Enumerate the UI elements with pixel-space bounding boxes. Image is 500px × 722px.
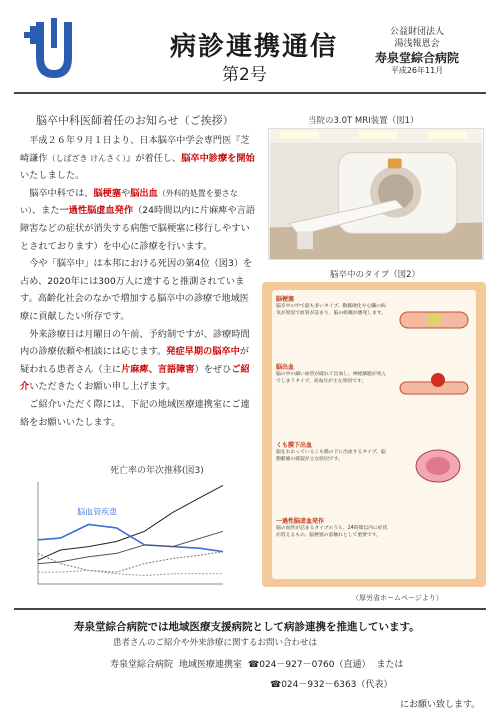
mri-scanner-photo	[268, 128, 484, 260]
paragraph-4: 外来診療日は月曜日の午前、予約制ですが、診療時間内の診療依頼や相談には応じます。発症早期の脳卒中が疑われる患者さん（主に片麻痺、言語障害）をぜひご紹介いただきたくお願い申し上げます。	[20, 328, 250, 393]
type-text: 脳の血管が詰まるタイプのうち、24時間以内に症状が消えるもの。脳梗塞の前触れとして重要です。	[276, 526, 388, 539]
hospital-logo	[22, 14, 78, 84]
footer-inquiry: 患者さんのご紹介や外来診療に関するお問い合わせは	[113, 638, 318, 648]
paragraph-5: ご紹介いただく際には、下記の地域医療連携室にご連絡をお願いいたします。	[20, 398, 250, 428]
type-head: くも膜下出血	[276, 442, 313, 449]
paragraph-2: 脳卒中科では、脳梗塞や脳出血（外科的処置を要さない）、また一過性脳虚血発作（24時間以内に片麻痺や言語障害などの症状が消失する病態で脳梗塞に移行しやすいとされております）を中心に診療を行います。	[20, 187, 256, 252]
brain-icon	[398, 448, 470, 484]
footer-divider	[14, 608, 486, 610]
type-head: 脳梗塞	[276, 296, 295, 303]
series-line-4	[38, 570, 223, 575]
type-cerebral-infarction	[272, 294, 476, 318]
type-text: 脳をおおっているくも膜の下に出血するタイプ。脳動脈瘤の破裂が主な原因です。	[276, 450, 386, 463]
footer-headline: 寿泉堂綜合病院では地域医療支援病院として病診連携を推進しています。	[74, 621, 420, 633]
stroke-types-inner	[272, 290, 476, 579]
type-subarachnoid-hemorrhage	[272, 440, 476, 464]
panel-source: （厚労省ホームページより）	[352, 594, 443, 602]
type-head: 脳出血	[276, 364, 295, 371]
series-line-3	[38, 552, 223, 572]
contact-line	[110, 657, 410, 670]
contact-dept: 地域医療連携室	[179, 660, 243, 670]
footer-closing: にお願い致します。	[400, 700, 481, 710]
series-label-cerebrovascular: 脳血管疾患	[77, 507, 118, 517]
organization-block	[352, 26, 482, 77]
chart-axes	[38, 482, 223, 584]
org-name: 湯浅報恩会	[394, 39, 440, 50]
type-text: 脳卒中の中で最も多いタイプ。動脈硬化や心臓の病気が原因で血管が詰まり、脳の組織が壊死します。	[276, 304, 386, 317]
type-text: 脳の中の細い血管が破れて出血し、神経細胞が死んでしまうタイプ。高血圧が主な原因です。	[276, 372, 387, 385]
stroke-types-caption: 脳卒中のタイプ（図2）	[330, 270, 420, 280]
type-head: 一過性脳虚血発作	[276, 518, 325, 525]
series-line-1	[38, 525, 223, 552]
type-cerebral-hemorrhage	[272, 362, 476, 386]
org-type: 公益財団法人	[389, 27, 444, 37]
article-title: 脳卒中科医師着任のお知らせ（ご挨拶）	[36, 114, 234, 127]
contact-phone-main: ☎024－932－6363（代表）	[270, 680, 393, 690]
vessel-rupture-icon	[398, 370, 470, 406]
contact-hospital: 寿泉堂綜合病院	[110, 660, 174, 670]
type-transient-ischemic-attack	[272, 516, 476, 540]
contact-phone-direct: ☎024－927－0760（直通）	[248, 660, 371, 670]
contact-or: または	[376, 660, 404, 670]
mri-caption: 当院の3.0T MRI装置（図1）	[308, 116, 419, 126]
newsletter-title: 病診連携通信	[170, 32, 339, 62]
stroke-types-panel	[262, 282, 486, 587]
article-body	[20, 132, 256, 431]
header-divider	[14, 92, 486, 94]
issue-date: 平成26年11月	[390, 66, 444, 76]
hospital-name: 寿泉堂綜合病院	[374, 51, 459, 66]
paragraph-3: 今や「脳卒中」は本邦における死因の第4位（図3）を占め、2020年には300万人に達すると推測されています。高齢化社会のなかで増加する脳卒中の診療で地域医療に貢献したい所存です。	[20, 258, 253, 322]
death-rate-chart-title: 死亡率の年次推移(図3)	[110, 466, 204, 476]
paragraph-1: 平成２６年９月１日より、日本脳卒中学会専門医『芝崎謙作（しばざき けんさく）』が着任し、脳卒中診療を開始いたしました。	[20, 135, 255, 182]
issue-number: 第2号	[222, 65, 267, 85]
artery-blockage-icon	[398, 302, 470, 338]
death-rate-chart	[18, 476, 258, 600]
